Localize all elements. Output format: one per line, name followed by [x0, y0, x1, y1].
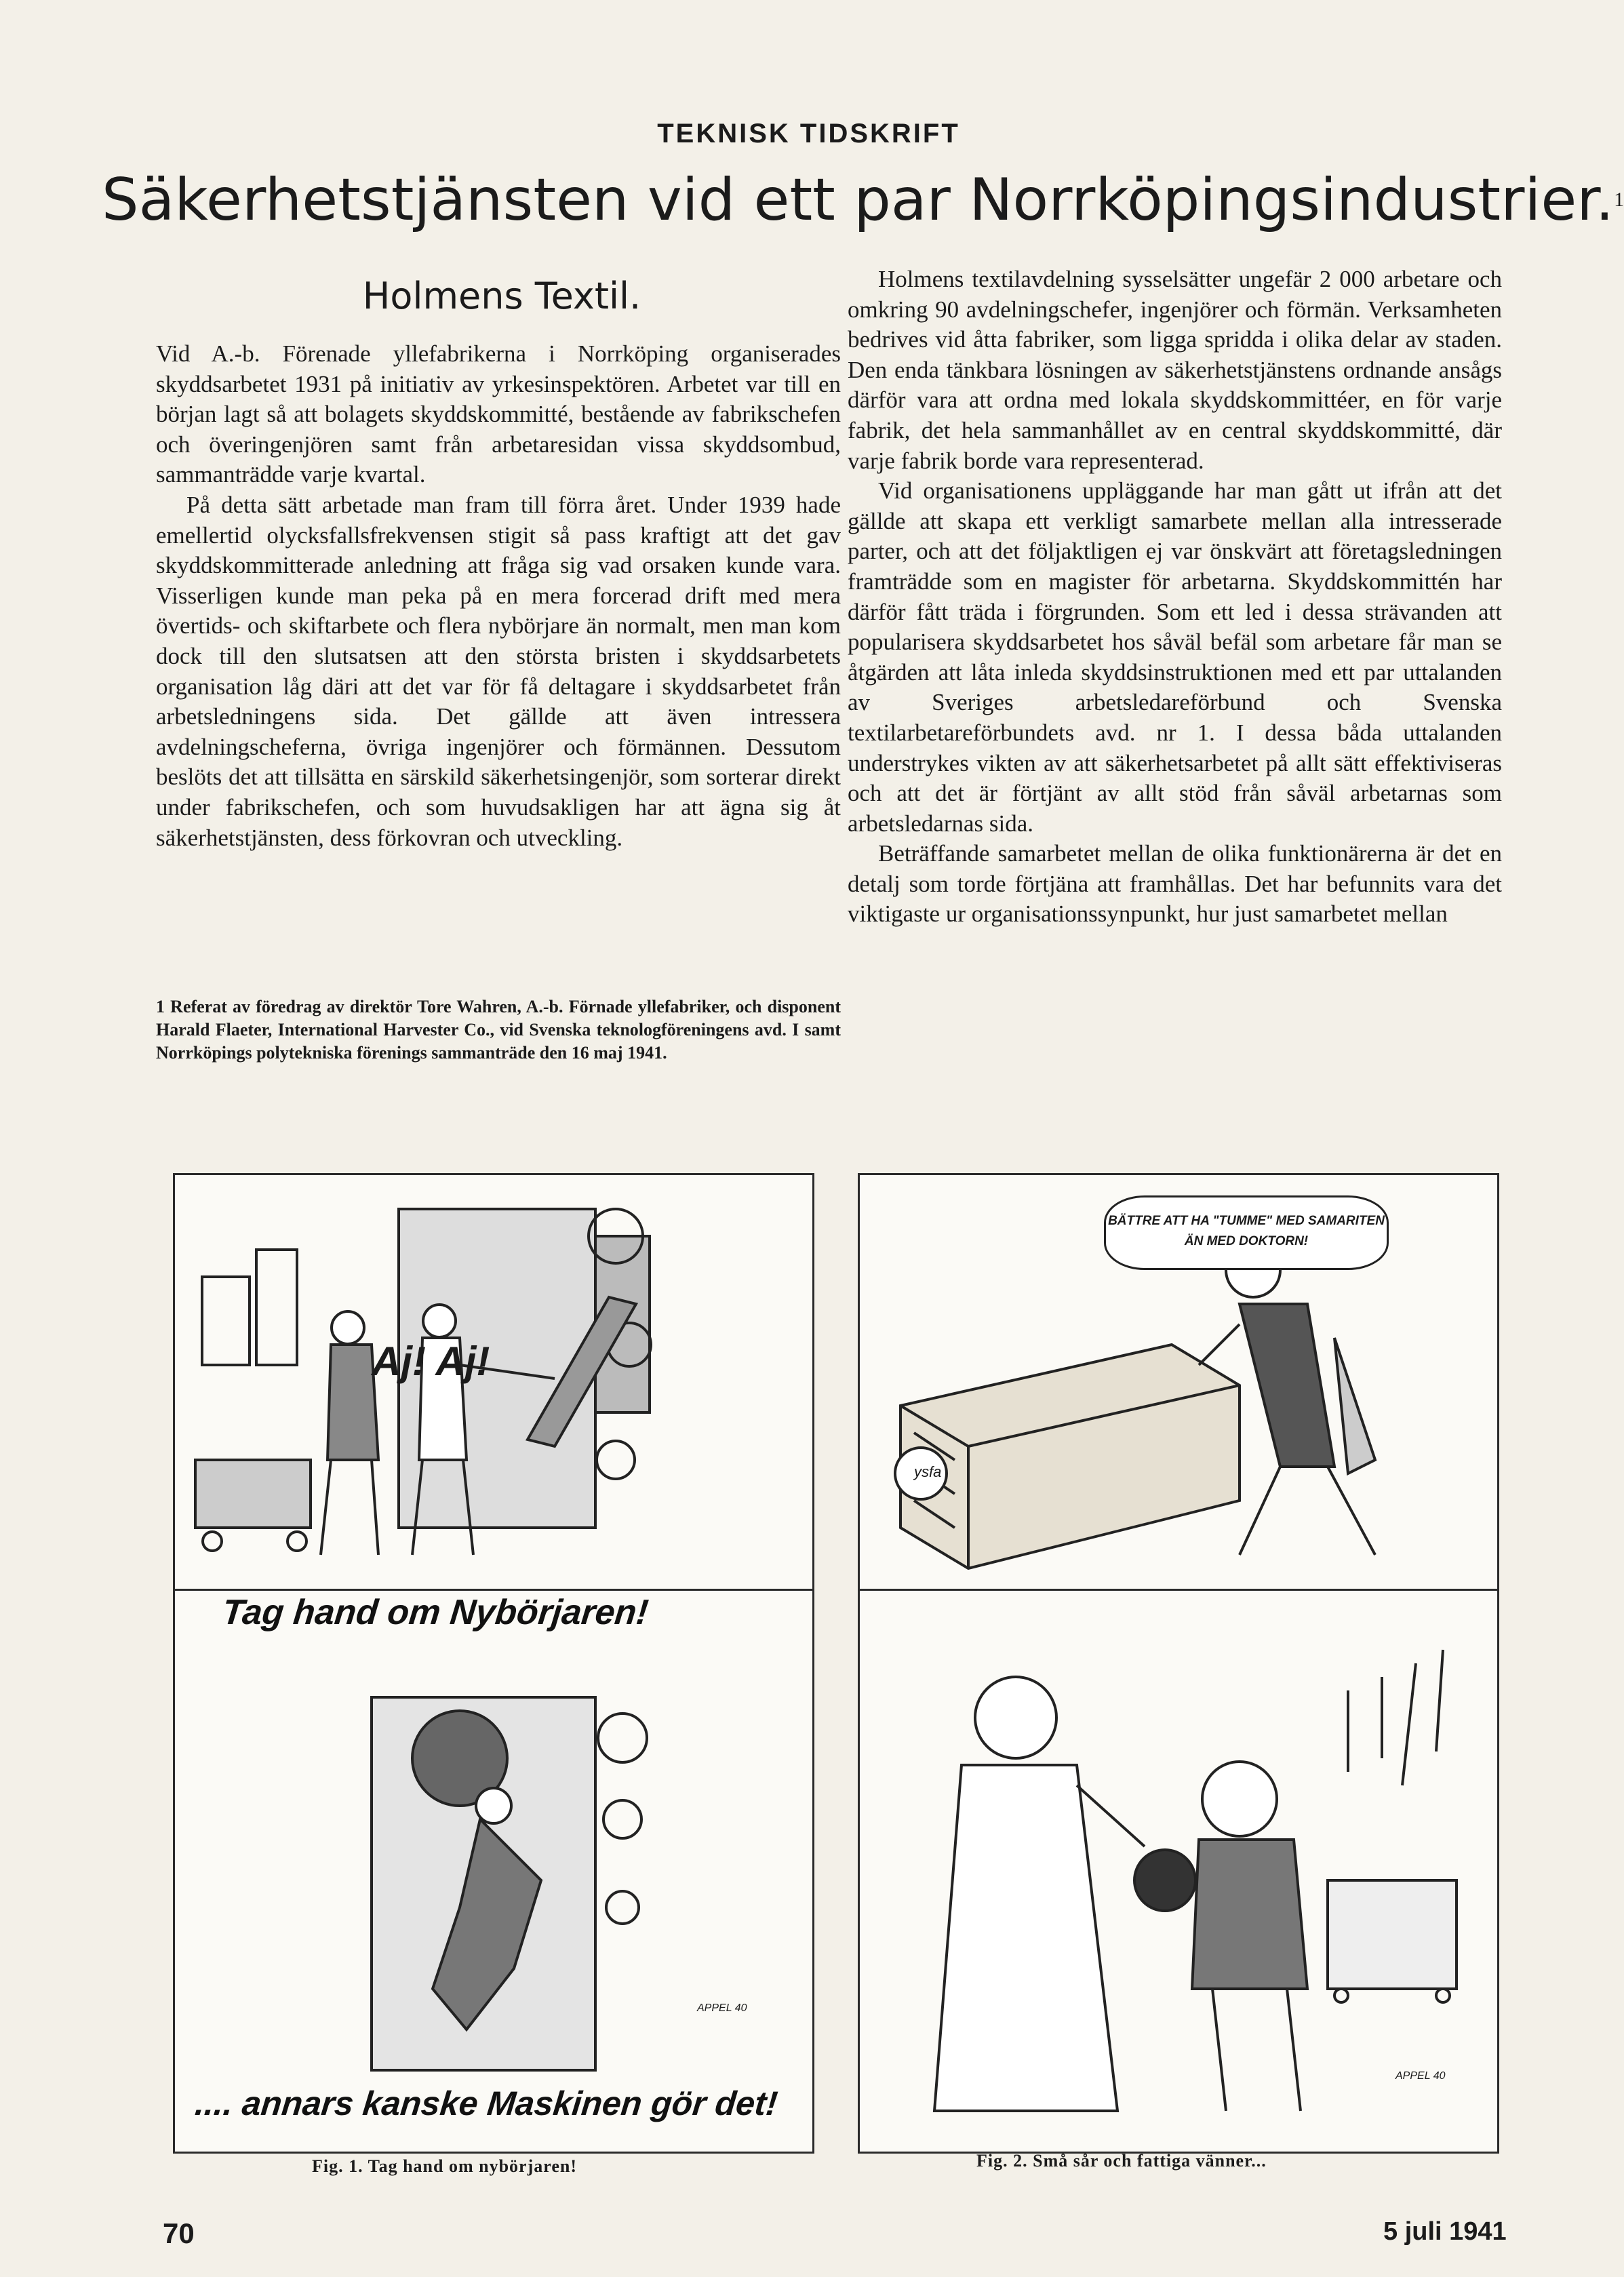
figure-1-signature: APPEL 40 — [697, 2002, 747, 2014]
article-title-text: Säkerhetstjänsten vid ett par Norrköpingsindustrier. — [102, 166, 1615, 234]
right-paragraph-1: Holmens textilavdelning sysselsätter ungefär 2 000 arbetare och omkring 90 avdelningschefer, ingenjörer och förmän. Verksamheten bedrives vid åtta fabriker, som ligga spridda i olika delar av staden. Den enda tänkbara lösningen av säkerhetstjänstens ordnande ansågs därför vara att ordna med lokala skyddskommittéer, en för varje fabrik, det hela sammanhållet av en central skyddskommitté, där varje fabrik borde vara representerad. — [848, 266, 1502, 474]
figure-2-crate-label: ysfa — [914, 1463, 942, 1480]
figure-2-speech-bubble: BÄTTRE ATT HA "TUMME" MED SAMARITEN ÄN MED DOKTORN! — [1104, 1195, 1389, 1270]
figure-2-signature: APPEL 40 — [1395, 2070, 1446, 2082]
figure-1-cartoon — [173, 1173, 814, 2154]
section-title: Holmens Textil. — [362, 275, 641, 317]
figure-2-cartoon — [858, 1173, 1499, 2154]
title-footnote-mark: 1 — [1614, 189, 1624, 211]
figure-1-caption: Fig. 1. Tag hand om nybörjaren! — [312, 2156, 577, 2176]
figure-2-divider — [860, 1589, 1497, 1591]
right-column — [848, 264, 1502, 930]
figure-1-divider — [175, 1589, 812, 1591]
left-paragraph-1: Vid A.-b. Förenade yllefabrikerna i Norrköping organiserades skyddsarbetet 1931 på initiativ av yrkesinspektören. Arbetet var till en början lagt så att bolagets skyddskommitté, bestående av fabrikschefen och överingenjören samt från arbetaresidan vissa skyddsombud, sammanträdde varje kvartal. — [156, 340, 841, 488]
left-paragraph-2: På detta sätt arbetade man fram till förra året. Under 1939 hade emellertid olycksfallsfrekvensen stigit så pass kraftigt att det gav skyddskommitterade anledning att fråga sig vad orsaken kunde vara. Visserligen kunde man peka på en mera forcerad drift med mera övertids- och skiftarbete och flera nybörjare än normalt, men man kom dock till den slutsatsen att den största bristen i skyddsarbetets organisation låg däri att det var för få deltagare i skyddsarbetet från arbetsledningens sida. Det gällde att även intressera avdelningscheferna, övriga ingenjörer och förmännen. Dessutom beslöts det att tillsätta en särskild säkerhetsingenjör, som sorterar direkt under fabrikschefen, och som huvudsakligen har att ägna sig åt säkerhetstjänsten, dess förkovran och utveckling. — [156, 491, 841, 851]
article-title — [102, 163, 1624, 237]
right-paragraph-2: Vid organisationens uppläggande har man gått ut ifrån att det gällde att skapa ett verkligt samarbete mellan alla intresserade parter, och att det följaktligen ej var önskvärt att företagsledningen framträdde som en magister för arbetarna. Skyddskommittén har därför fått träda i förgrunden. Som ett led i dessa strävanden att popularisera skyddsarbetet hos såväl befäl som arbetare får man se åtgärden att låta inleda skyddsinstruktionen med ett par uttalanden av Sveriges arbetsledareförbund och Svenska textilarbetareförbundets avd. nr 1. I dessa båda uttalanden understrykes vikten av att säkerhetsarbetet på allt sätt effektiviseras och att det är förtjänt av allt stöd från såväl arbetarnas som arbetsledarnas sida. — [848, 477, 1502, 837]
figure-1-exclamation: Aj! Aj! — [372, 1339, 490, 1384]
issue-date: 5 juli 1941 — [1383, 2217, 1507, 2246]
magazine-title: TEKNISK TIDSKRIFT — [657, 119, 960, 148]
left-column — [156, 339, 841, 853]
figure-2-illustration — [860, 1175, 1497, 2152]
figure-2-caption: Fig. 2. Små sår och fattiga vänner... — [976, 2151, 1267, 2171]
footnote: 1 Referat av föredrag av direktör Tore Wahren, A.-b. Förnade yllefabriker, och disponent Harald Flaeter, International Harvester Co., vid Svenska teknologföreningens avd. I samt Norrköpings polytekniska förenings sammanträde den 16 maj 1941. — [156, 997, 841, 1063]
figure-1-bottom-caption: .... annars kanske Maskinen gör det! — [193, 2084, 780, 2122]
figure-1-top-caption: Tag hand om Nybörjaren! — [220, 1593, 650, 1632]
right-paragraph-3: Beträffande samarbetet mellan de olika funktionärerna är det en detalj som torde förtjäna att framhållas. Det har befunnits vara det viktigaste ur organisationssynpunkt, hur just samarbetet mellan — [848, 840, 1502, 928]
page-number: 70 — [163, 2217, 195, 2249]
